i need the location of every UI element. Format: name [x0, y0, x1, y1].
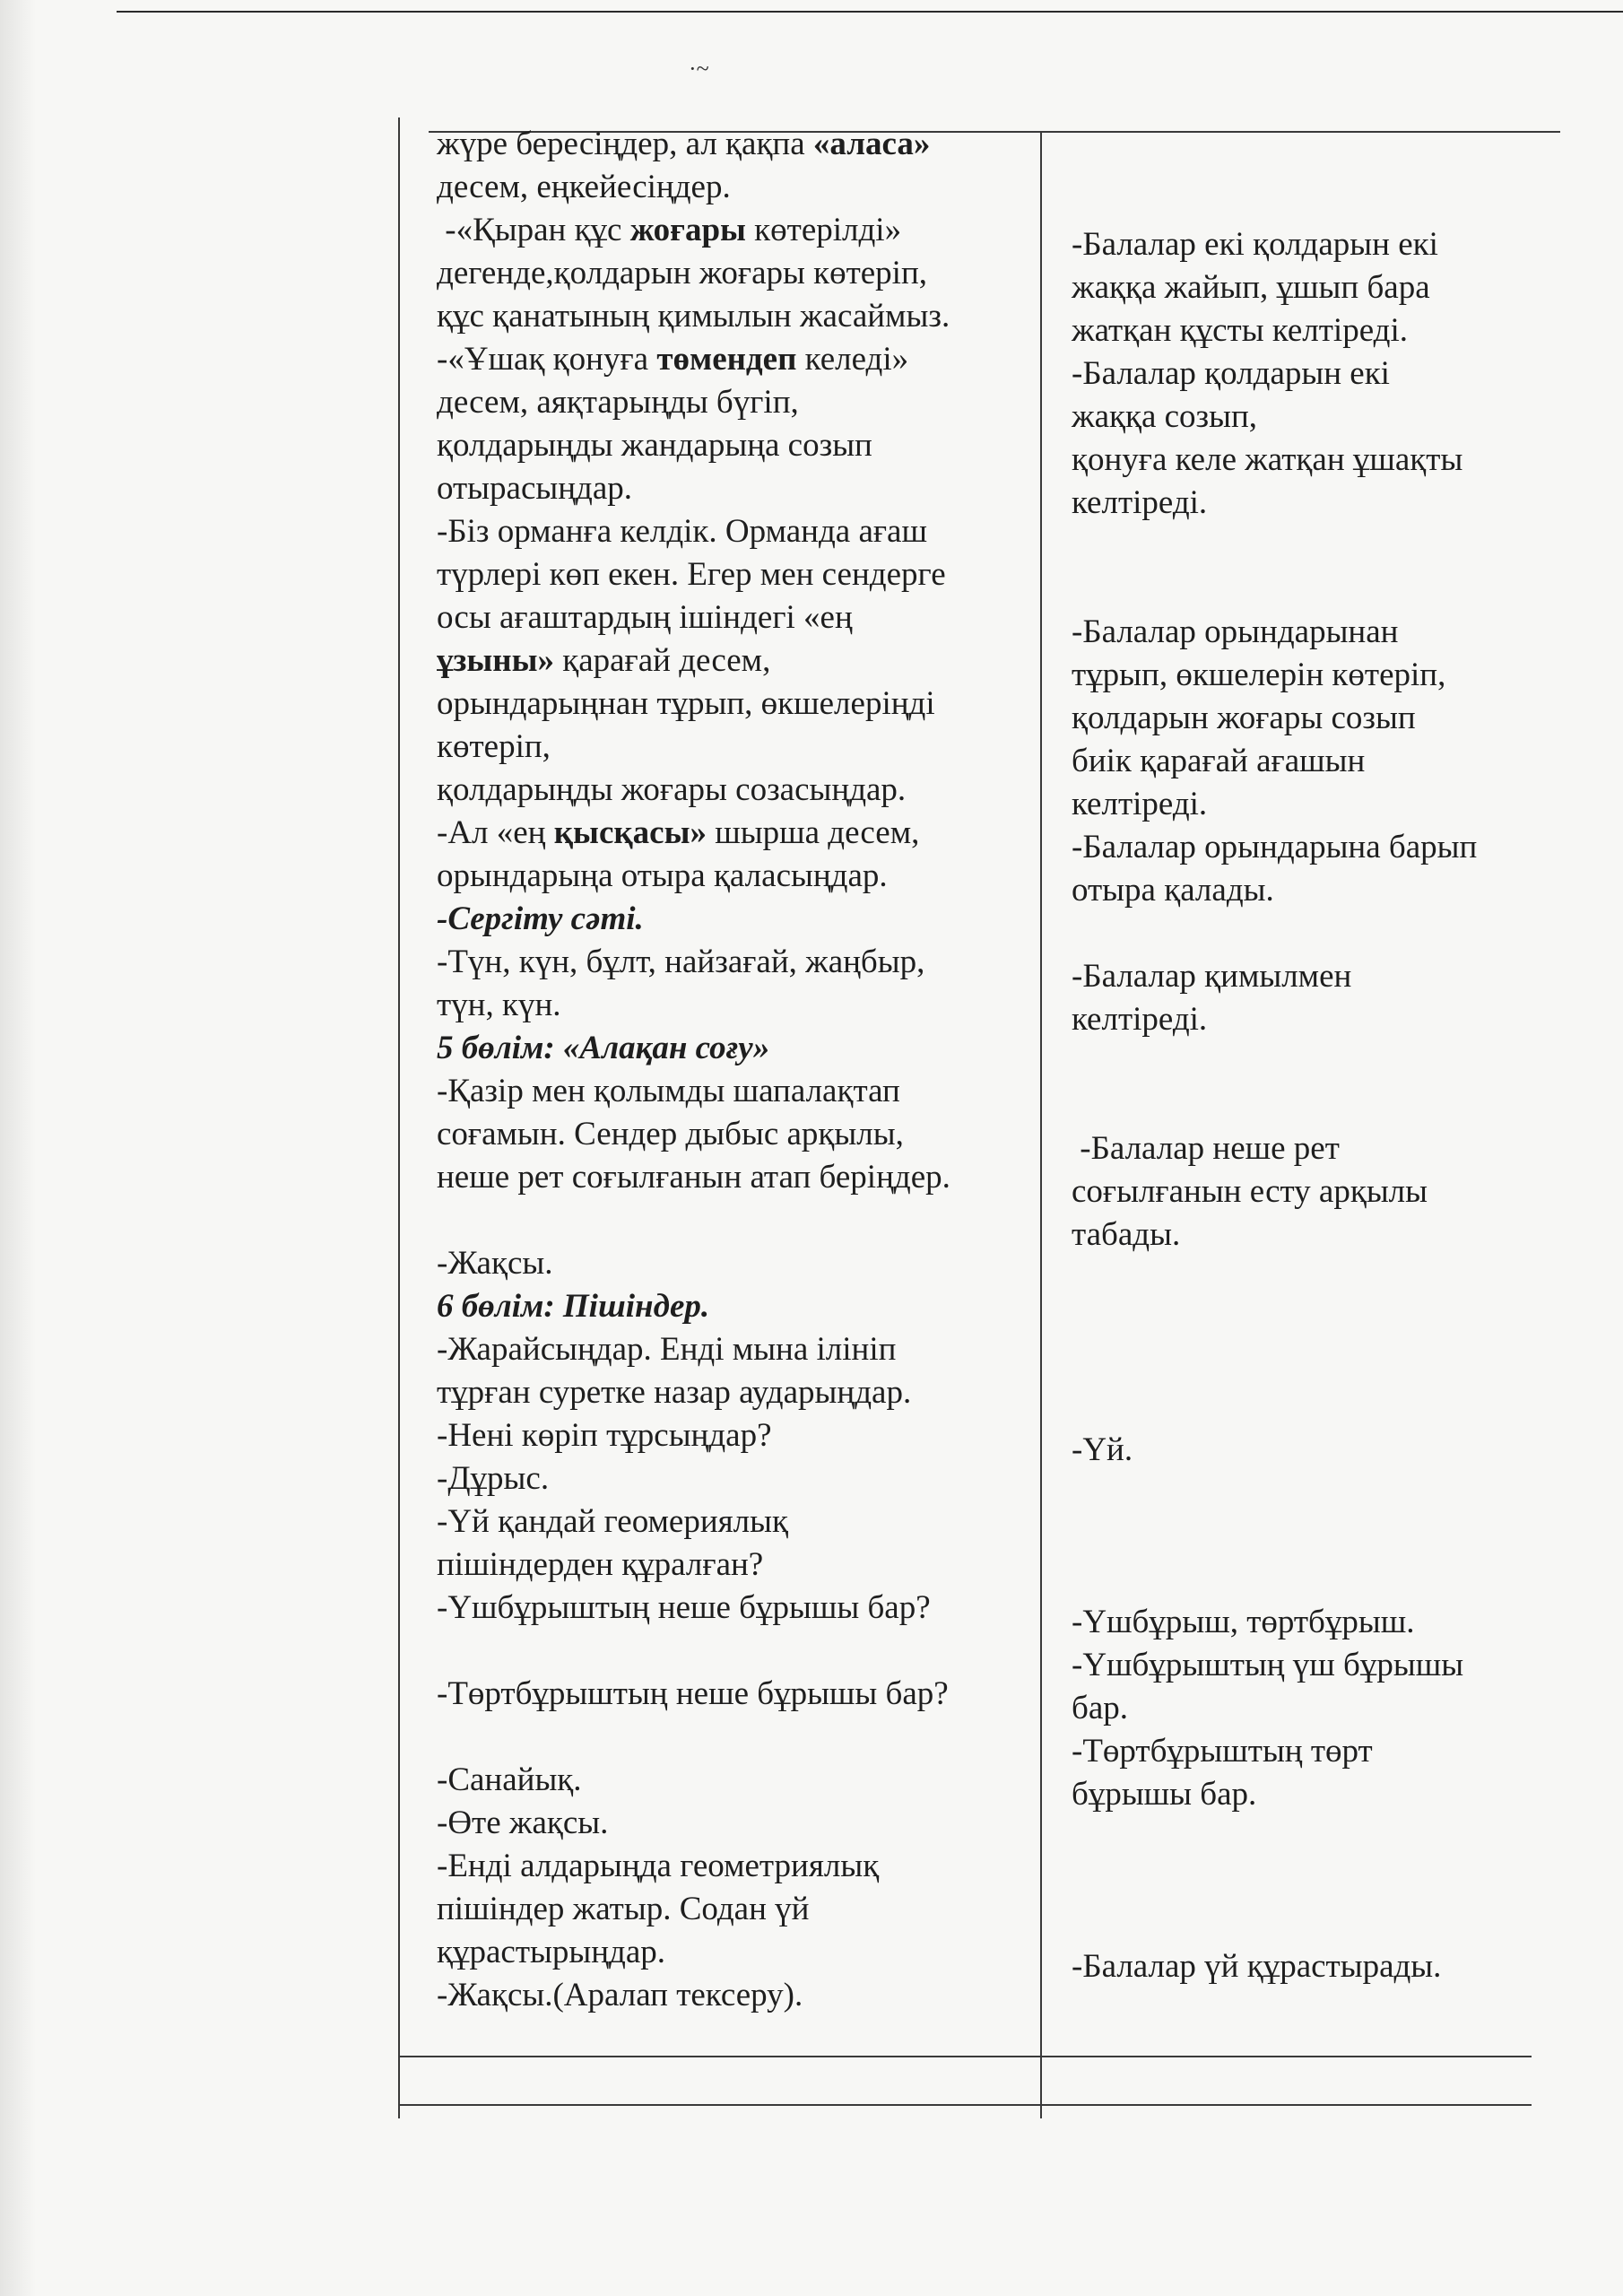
text-run: шырша десем,	[707, 814, 920, 851]
teacher-text-line	[437, 510, 1037, 553]
teacher-text-line	[437, 553, 1037, 596]
teacher-text-line	[437, 639, 1037, 683]
teacher-text-line	[437, 1716, 1037, 1759]
teacher-text-line	[437, 1845, 1037, 1888]
children-text-line: -Үшбұрыш, төртбұрыш.	[1072, 1604, 1415, 1640]
text-run: пішіндер жатыр. Содан үй	[437, 1891, 810, 1927]
teacher-text-line	[437, 984, 1037, 1027]
teacher-text-line	[437, 1759, 1037, 1802]
teacher-text-line	[437, 1027, 1037, 1070]
children-text-line	[1072, 1859, 1556, 1902]
text-run: түрлері көп екен. Егер мен сендерге	[437, 556, 946, 593]
teacher-text-line	[437, 295, 1037, 338]
children-text-line: келтіреді.	[1072, 484, 1208, 521]
teacher-text-line	[437, 1199, 1037, 1242]
text-run: «аласа»	[812, 126, 931, 162]
teacher-text-line	[437, 769, 1037, 812]
text-run: -Біз орманға келдік. Орманда ағаш	[437, 513, 927, 550]
teacher-text-line	[437, 1242, 1037, 1285]
teacher-text-line	[437, 1931, 1037, 1974]
text-run: пішіндерден құралған?	[437, 1546, 764, 1583]
children-text-line	[1072, 1902, 1556, 1945]
text-run: көтерілді»	[745, 212, 902, 248]
text-run: жүре бересіңдер, ал қақпа	[437, 126, 813, 162]
children-text-line: жатқан құсты келтіреді.	[1072, 312, 1409, 349]
teacher-text-line	[437, 1371, 1037, 1414]
children-text-line: -Балалар орындарынан	[1072, 613, 1399, 650]
table-column-divider	[1040, 131, 1042, 2118]
teacher-text-line	[437, 467, 1037, 510]
text-run: -Жақсы.(Аралап тексеру).	[437, 1977, 803, 2013]
text-run: -Өте жақсы.	[437, 1805, 609, 1841]
children-text-line: келтіреді.	[1072, 786, 1208, 822]
teacher-text-line	[437, 596, 1037, 639]
children-activity-column	[1072, 137, 1556, 1988]
teacher-text-line	[437, 1070, 1037, 1113]
children-text-line: -Балалар үй құрастырады.	[1072, 1948, 1442, 1985]
children-text-line: -Балалар қолдарын екі	[1072, 355, 1390, 392]
text-run: ұзыны»	[437, 642, 554, 679]
teacher-text-line	[437, 1587, 1037, 1630]
children-text-line: отыра қалады.	[1072, 872, 1274, 909]
teacher-text-line	[437, 726, 1037, 769]
table-bottom-line	[398, 2104, 1532, 2106]
teacher-text-line	[437, 1673, 1037, 1716]
teacher-text-line	[437, 1285, 1037, 1328]
teacher-text-line	[437, 381, 1037, 424]
children-text-line	[1072, 137, 1556, 180]
teacher-text-line	[437, 1500, 1037, 1544]
teacher-text-line	[437, 1802, 1037, 1845]
teacher-text-line	[437, 898, 1037, 941]
text-run: -Ал «ең	[437, 814, 554, 851]
children-text-line	[1072, 1343, 1556, 1386]
text-run: -Төртбұрыштың неше бұрышы бар?	[437, 1675, 949, 1712]
text-run: -Санайық.	[437, 1761, 582, 1798]
text-run: түн, күн.	[437, 987, 561, 1023]
teacher-text-line	[437, 1630, 1037, 1673]
teacher-text-line	[437, 1414, 1037, 1457]
children-text-line	[1072, 568, 1556, 611]
children-text-line: қолдарын жоғары созып	[1072, 700, 1416, 736]
table-left-border	[398, 117, 400, 2118]
teacher-text-line	[437, 1544, 1037, 1587]
teacher-text-line	[437, 424, 1037, 467]
text-run: соғамын. Сендер дыбыс арқылы,	[437, 1116, 904, 1152]
text-run: -Сергіту сәті.	[437, 900, 644, 937]
children-text-line: жаққа созып,	[1072, 398, 1258, 435]
text-run: орындарыңнан тұрып, өкшелеріңді	[437, 685, 935, 722]
children-text-line: табады.	[1072, 1216, 1181, 1253]
teacher-text-line	[437, 1113, 1037, 1156]
text-run: -Үй қандай геомериялық	[437, 1503, 788, 1540]
text-run: десем, еңкейесіңдер.	[437, 169, 731, 205]
teacher-text-line	[437, 338, 1037, 381]
text-run: қысқасы»	[553, 814, 707, 851]
children-text-line	[1072, 1558, 1556, 1601]
text-run: қолдарыңды жандарыңа созып	[437, 427, 872, 464]
teacher-text-line	[437, 1156, 1037, 1199]
text-run: -Қазір мен қолымды шапалақтап	[437, 1073, 900, 1109]
children-text-line: -Балалар орындарына барып	[1072, 829, 1478, 865]
children-text-line: соғылғанын есту арқылы	[1072, 1173, 1428, 1210]
teacher-text-line	[437, 252, 1037, 295]
children-text-line: келтіреді.	[1072, 1001, 1208, 1038]
children-text-line: биік қарағай ағашын	[1072, 743, 1366, 779]
table-row-divider	[398, 2056, 1532, 2057]
text-run: -Енді алдарыңда геометриялық	[437, 1848, 880, 1884]
top-border-line	[117, 11, 1623, 13]
text-run: -Түн, күн, бұлт, найзағай, жаңбыр,	[437, 944, 925, 980]
text-run: жоғары	[629, 212, 746, 248]
text-run: құс қанатының қимылын жасаймыз.	[437, 298, 950, 335]
text-run: -Нені көріп тұрсыңдар?	[437, 1417, 772, 1454]
children-text-line: бұрышы бар.	[1072, 1776, 1257, 1813]
teacher-text-line	[437, 683, 1037, 726]
text-run: дегенде,қолдарын жоғары көтеріп,	[437, 255, 928, 291]
children-text-line	[1072, 1084, 1556, 1127]
text-run: 6 бөлім: Пішіндер.	[437, 1288, 710, 1325]
scan-mark: ·~	[689, 56, 709, 82]
children-text-line: қонуға келе жатқан ұшақты	[1072, 441, 1463, 478]
text-run: неше рет соғылғанын атап беріңдер.	[437, 1159, 950, 1196]
text-run: -Үшбұрыштың неше бұрышы бар?	[437, 1589, 931, 1626]
children-text-line	[1072, 525, 1556, 568]
text-run: 5 бөлім: «Алақан соғу»	[437, 1030, 770, 1066]
children-text-line	[1072, 912, 1556, 955]
children-text-line: бар.	[1072, 1690, 1128, 1726]
text-run: көтеріп,	[437, 728, 551, 765]
text-run: -Жақсы.	[437, 1245, 553, 1282]
children-text-line: -Үй.	[1072, 1431, 1133, 1468]
text-run: -Жарайсыңдар. Енді мына ілініп	[437, 1331, 897, 1368]
children-text-line: -Үшбұрыштың үш бұрышы	[1072, 1647, 1464, 1683]
children-text-line: -Балалар екі қолдарын екі	[1072, 226, 1438, 263]
children-text-line	[1072, 1041, 1556, 1084]
children-text-line: -Балалар қимылмен	[1072, 958, 1352, 995]
scan-edge-shadow	[0, 0, 36, 2296]
children-text-line	[1072, 1816, 1556, 1859]
children-text-line	[1072, 180, 1556, 223]
teacher-text-line	[437, 1457, 1037, 1500]
teacher-text-line	[437, 1328, 1037, 1371]
text-run: десем, аяқтарыңды бүгіп,	[437, 384, 799, 421]
teacher-text-line	[437, 941, 1037, 984]
text-run: орындарыңа отыра қаласыңдар.	[437, 857, 888, 894]
text-run: құрастырыңдар.	[437, 1934, 666, 1970]
teacher-text-line	[437, 1888, 1037, 1931]
text-run: тұрған суретке назар аударыңдар.	[437, 1374, 912, 1411]
children-text-line: -Балалар неше рет	[1072, 1130, 1340, 1167]
teacher-text-line	[437, 123, 1037, 166]
children-text-line	[1072, 1257, 1556, 1300]
teacher-text-line	[437, 1974, 1037, 2017]
text-run: келеді»	[796, 341, 909, 378]
children-text-line: жаққа жайып, ұшып бара	[1072, 269, 1430, 306]
teacher-activity-column	[437, 123, 1037, 2017]
children-text-line	[1072, 1515, 1556, 1558]
text-run: -«Ұшақ қонуға	[437, 341, 657, 378]
text-run: қарағай десем,	[553, 642, 771, 679]
teacher-text-line	[437, 209, 1037, 252]
teacher-text-line	[437, 855, 1037, 898]
text-run: -«Қыран құс	[437, 212, 630, 248]
children-text-line	[1072, 1300, 1556, 1343]
text-run: қолдарыңды жоғары созасыңдар.	[437, 771, 907, 808]
text-run: отырасыңдар.	[437, 470, 633, 507]
text-run: төмендеп	[656, 341, 797, 378]
text-run: -Дұрыс.	[437, 1460, 550, 1497]
children-text-line: тұрып, өкшелерін көтеріп,	[1072, 657, 1446, 693]
children-text-line: -Төртбұрыштың төрт	[1072, 1733, 1373, 1770]
teacher-text-line	[437, 812, 1037, 855]
children-text-line	[1072, 1386, 1556, 1429]
children-text-line	[1072, 1472, 1556, 1515]
teacher-text-line	[437, 166, 1037, 209]
text-run: осы ағаштардың ішіндегі «ең	[437, 599, 853, 636]
